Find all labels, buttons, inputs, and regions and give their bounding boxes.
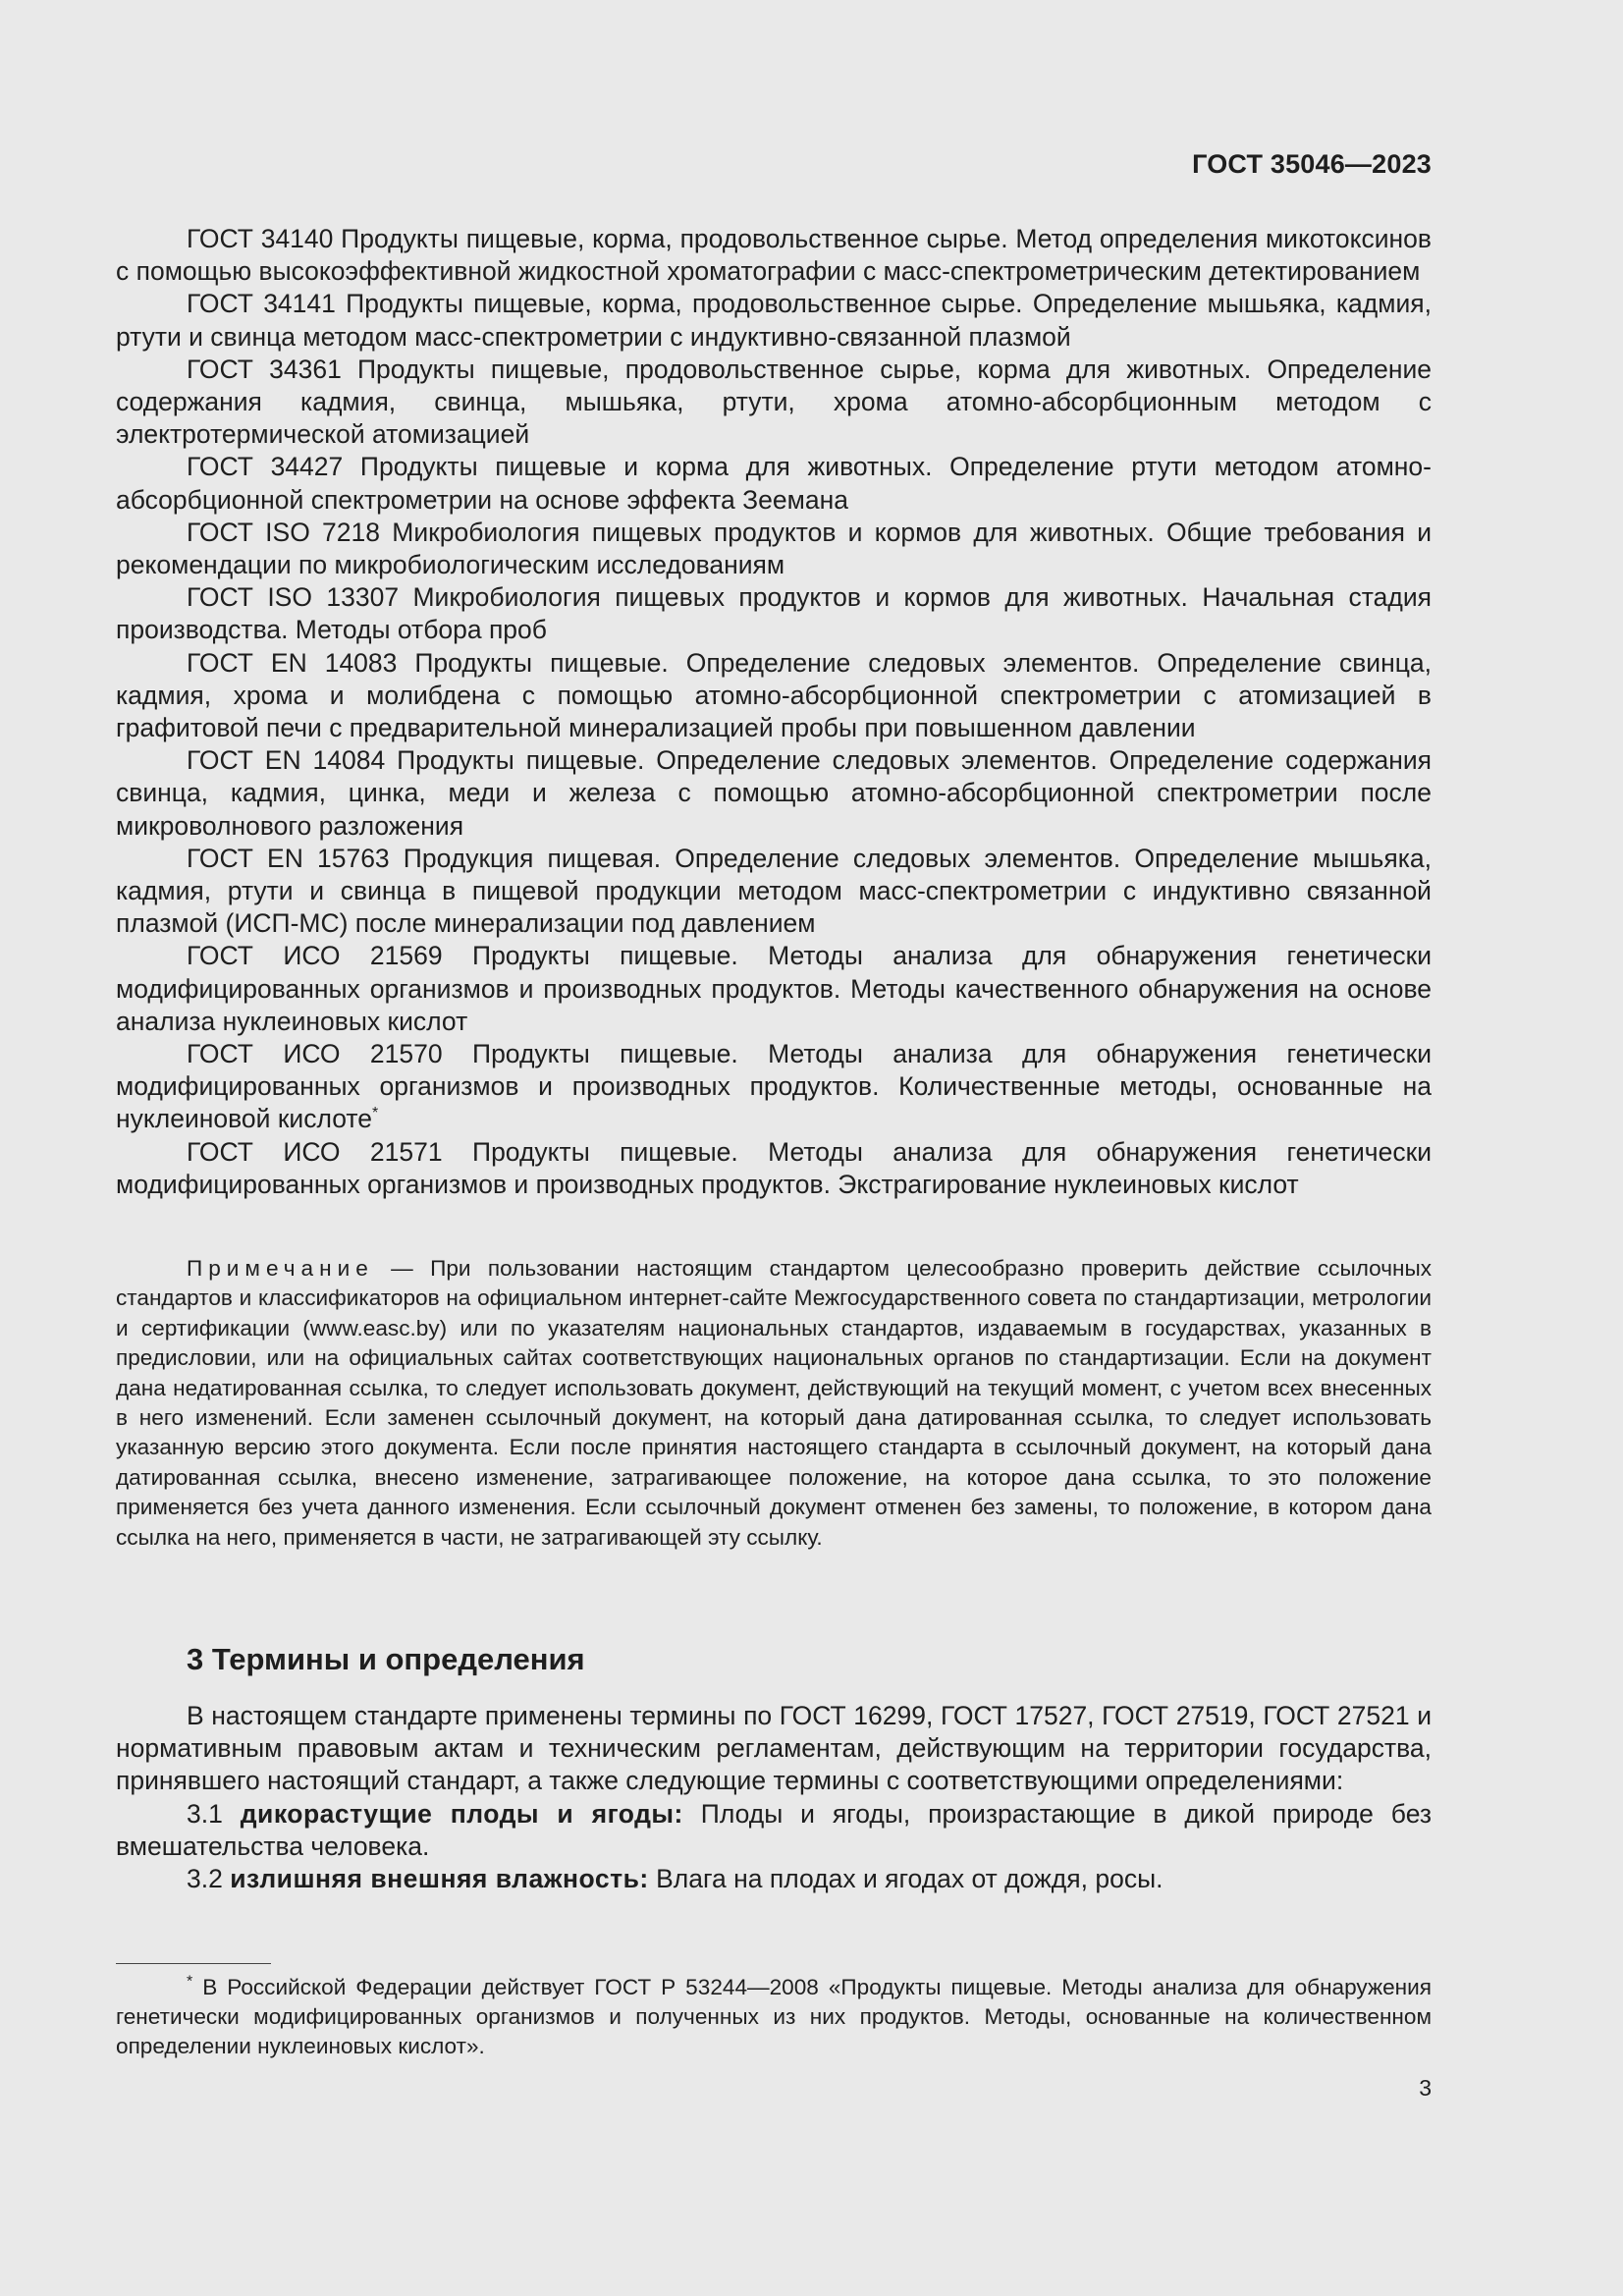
term-entry [116, 1863, 1432, 1895]
document-header: ГОСТ 35046—2023 [1192, 149, 1432, 179]
reference-item: ГОСТ ИСО 21571 Продукты пищевые. Методы анализа для обнаружения генетически модифицированных организмов и производных продуктов. Экстрагирование нуклеиновых кислот [116, 1136, 1432, 1199]
note-text: — При пользовании настоящим стандартом целесообразно проверить действие ссылочных стандартов и классификаторов на официальном интернет-сайте Межгосударственного совета по стандартизации, метрологии и сертификации (www.easc.by) или по указателям национальных стандартов, издаваемым в государствах, указанных в предисловии, или на официальных сайтах соответствующих национальных органов по стандартизации. Если на документ дана недатированная ссылка, то следует использовать документ, действующий на текущий момент, с учетом всех внесенных в него изменений. Если заменен ссылочный документ, на который дана датированная ссылка, то следует использовать указанную версию этого документа. Если после принятия настоящего стандарта в ссылочный документ, на который дана датированная ссылка, внесено изменение, затрагивающее положение, на которое дана ссылка, то это положение применяется без учета данного изменения. Если ссылочный документ отменен без замены, то положение, в котором дана ссылка на него, применяется в части, не затрагивающей эту ссылку. [116, 1256, 1432, 1550]
footnote-marker: * [187, 1973, 193, 1991]
term-definition: Влага на плодах и ягодах от дождя, росы. [648, 1864, 1163, 1894]
footnote [116, 1973, 1432, 2061]
note-label: Примечание [187, 1256, 374, 1281]
footnote-text: В Российской Федерации действует ГОСТ Р 53244—2008 «Продукты пищевые. Методы анализа для обнаружения генетически модифицированных организмов и полученных из них продуктов. Методы, основанные на количественном определении нуклеиновых кислот». [116, 1975, 1432, 2058]
reference-text: ГОСТ ИСО 21570 Продукты пищевые. Методы анализа для обнаружения генетически модифицированных организмов и производных продуктов. Количественные методы, основанные на нуклеиновой кислоте [116, 1039, 1432, 1134]
term-number: 3.1 [187, 1798, 241, 1829]
term-name: излишняя внешняя влажность: [230, 1864, 649, 1894]
reference-item: ГОСТ EN 14084 Продукты пищевые. Определение следовых элементов. Определение содержания свинца, кадмия, цинка, меди и железа с помощью атомно-абсорбционной спектрометрии после микроволнового разложения [116, 745, 1432, 841]
reference-item: ГОСТ 34361 Продукты пищевые, продовольственное сырье, корма для животных. Определение содержания кадмия, свинца, мышьяка, ртути, хрома атомно-абсорбционным методом с электротермической атомизацией [116, 354, 1432, 450]
note-paragraph [116, 1254, 1432, 1553]
section-title: 3 Термины и определения [187, 1642, 585, 1676]
reference-item: ГОСТ 34427 Продукты пищевые и корма для животных. Определение ртути методом атомно-абсорбционной спектрометрии на основе эффекта Зеемана [116, 452, 1432, 515]
page-number: 3 [1419, 2075, 1432, 2101]
reference-item: ГОСТ EN 15763 Продукция пищевая. Определение следовых элементов. Определение мышьяка, кадмия, ртути и свинца в пищевой продукции методом масс-спектрометрии с индуктивно связанной плазмой (ИСП-МС) после минерализации под давлением [116, 843, 1432, 939]
footnote-marker: * [371, 1105, 379, 1122]
term-definition: Плоды и ягоды, произрастающие в дикой природе без вмешательства человека. [116, 1798, 1432, 1861]
reference-item: ГОСТ 34141 Продукты пищевые, корма, продовольственное сырье. Определение мышьяка, кадмия, ртути и свинца методом масс-спектрометрии с индуктивно-связанной плазмой [116, 289, 1432, 352]
reference-item: ГОСТ ИСО 21569 Продукты пищевые. Методы анализа для обнаружения генетически модифицированных организмов и производных продуктов. Методы качественного обнаружения на основе анализа нуклеиновых кислот [116, 941, 1432, 1036]
footnote-divider [116, 1963, 271, 1964]
term-name: дикорастущие плоды и ягоды: [240, 1798, 683, 1829]
normative-references-list [116, 223, 1432, 1201]
term-number: 3.2 [187, 1864, 231, 1894]
reference-item: ГОСТ 34140 Продукты пищевые, корма, продовольственное сырье. Метод определения микотоксинов с помощью высокоэффективной жидкостной хроматографии с масс-спектрометрическим детектированием [116, 224, 1432, 287]
section-intro: В настоящем стандарте применены термины по ГОСТ 16299, ГОСТ 17527, ГОСТ 27519, ГОСТ 27521 и нормативным правовым актам и техническим регламентам, действующим на территории государства, принявшего настоящий стандарт, а также следующие термины с соответствующими определениями: [116, 1701, 1432, 1796]
terms-section [116, 1700, 1432, 1895]
reference-item: ГОСТ EN 14083 Продукты пищевые. Определение следовых элементов. Определение свинца, кадмия, хрома и молибдена с помощью атомно-абсорбционной спектрометрии с атомизацией в графитовой печи с предварительной минерализацией пробы при повышенном давлении [116, 647, 1432, 743]
reference-item [116, 1038, 1432, 1136]
term-entry [116, 1798, 1432, 1863]
reference-item: ГОСТ ISO 7218 Микробиология пищевых продуктов и кормов для животных. Общие требования и рекомендации по микробиологическим исследованиям [116, 517, 1432, 580]
reference-item: ГОСТ ISO 13307 Микробиология пищевых продуктов и кормов для животных. Начальная стадия производства. Методы отбора проб [116, 582, 1432, 645]
